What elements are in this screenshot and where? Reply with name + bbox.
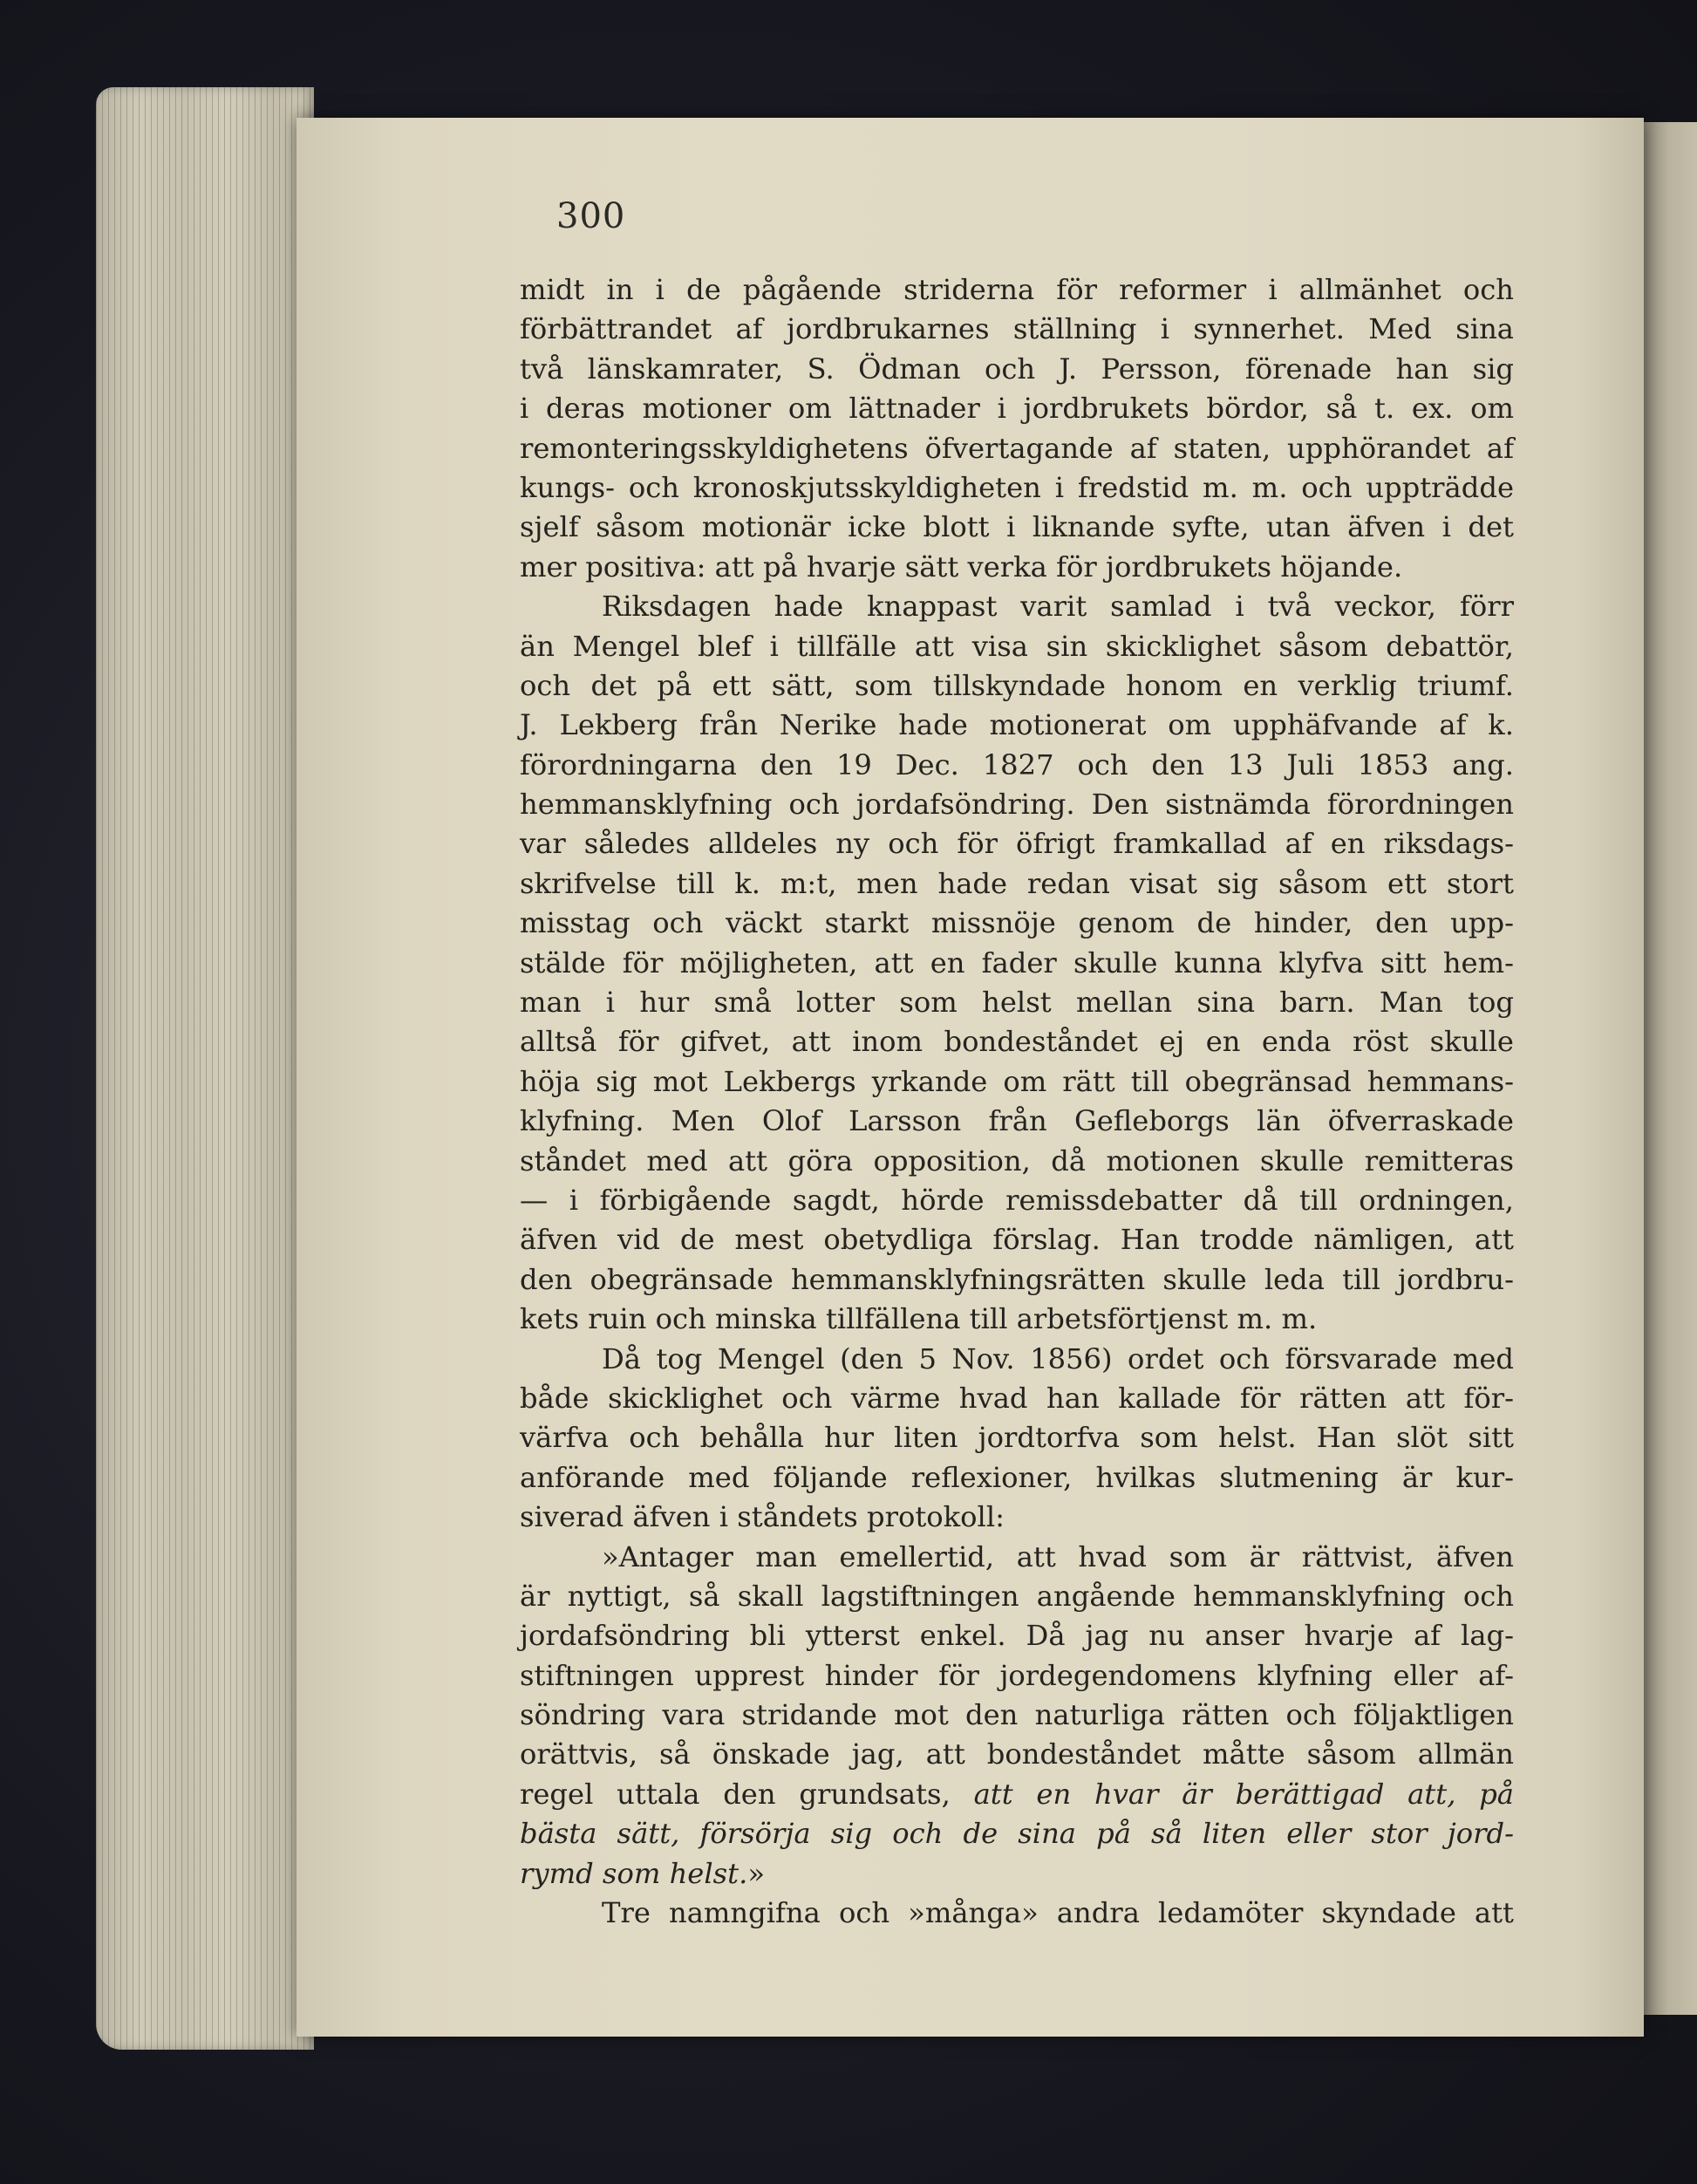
line-text: Riksdagen hade knappast varit samlad i två veckor, förr: [602, 590, 1514, 624]
line-text: förbättrandet af jordbrukarnes ställning i synnerhet. Med sina: [520, 312, 1514, 346]
text-line: [520, 1220, 1514, 1259]
line-text: remonteringsskyldighetens öfvertagande af staten, upphörandet af: [520, 431, 1514, 465]
line-text: och det på ett sätt, som tillskyndade honom en verklig triumf.: [520, 668, 1514, 702]
text-line: [520, 1340, 1514, 1379]
line-text: den obegränsade hemmansklyfningsrätten skulle leda till jordbru-: [520, 1262, 1514, 1296]
text-line: [520, 270, 1514, 310]
line-text: mer positiva: att på hvarje sätt verka för jordbrukets höjande.: [520, 549, 1403, 584]
line-text: man i hur små lotter som helst mellan sina barn. Man tog: [520, 986, 1514, 1020]
line-text: Tre namngifna och »många» andra ledamöter skyndade att: [602, 1896, 1514, 1930]
text-line: [520, 1022, 1514, 1061]
italic-text: att en hvar är berättigad att, på: [973, 1777, 1514, 1811]
text-line: [520, 944, 1514, 983]
page-number: 300: [556, 196, 626, 236]
text-line: [520, 746, 1514, 785]
text-line: [520, 706, 1514, 745]
body-text: [520, 270, 1514, 1933]
page-edges: [96, 87, 314, 2050]
line-text: hemmansklyfning och jordafsöndring. Den sistnämda förordningen: [520, 788, 1514, 822]
text-line: [520, 468, 1514, 508]
text-line: [520, 627, 1514, 666]
text-line: [520, 1181, 1514, 1220]
line-text: — i förbigående sagdt, hörde remissdebatter då till ordningen,: [520, 1183, 1514, 1217]
text-line: [520, 1894, 1514, 1933]
line-text: i deras motioner om lättnader i jordbrukets bördor, så t. ex. om: [520, 392, 1514, 426]
text-line: [520, 904, 1514, 943]
text-line: [520, 1854, 1514, 1894]
text-line: [520, 1577, 1514, 1616]
text-line: [520, 1300, 1514, 1339]
text-line: [520, 1379, 1514, 1418]
text-line: [520, 1062, 1514, 1102]
line-text: ståndet med att göra opposition, då motionen skulle remitteras: [520, 1143, 1514, 1177]
text-line: [520, 1102, 1514, 1141]
line-text: höja sig mot Lekbergs yrkande om rätt till obegränsad hemmans-: [520, 1064, 1514, 1098]
text-line: [520, 1260, 1514, 1300]
line-text: både skicklighet och värme hvad han kallade för rätten att för-: [520, 1381, 1514, 1415]
line-text: midt in i de pågående striderna för reformer i allmänhet och: [520, 273, 1514, 306]
text-line: [520, 1142, 1514, 1181]
text-line: [520, 1735, 1514, 1774]
text-line: [520, 548, 1514, 587]
line-text: kets ruin och minska tillfällena till arbetsförtjenst m. m.: [520, 1302, 1318, 1336]
text-line: [520, 389, 1514, 428]
line-text: »: [747, 1856, 766, 1890]
line-text: sjelf såsom motionär icke blott i liknande syfte, utan äfven i det: [520, 510, 1514, 544]
text-line: [520, 983, 1514, 1022]
text-line: [520, 1538, 1514, 1577]
text-line: [520, 1498, 1514, 1537]
line-text: var således alldeles ny och för öfrigt framkallad af en riksdags-: [520, 827, 1514, 861]
line-text: regel uttala den grundsats,: [520, 1777, 974, 1811]
italic-text: bästa sätt, försörja sig och de sina på så liten eller stor jord-: [520, 1817, 1514, 1851]
line-text: än Mengel blef i tillfälle att visa sin skicklighet såsom debattör,: [520, 629, 1514, 663]
text-line: [520, 310, 1514, 349]
line-text: två länskamrater, S. Ödman och J. Persson, förenade han sig: [520, 351, 1514, 386]
line-text: anförande med följande reflexioner, hvilkas slutmening är kur-: [520, 1460, 1514, 1494]
line-text: misstag och väckt starkt missnöje genom de hinder, den upp-: [520, 906, 1514, 940]
line-text: »Antager man emellertid, att hvad som är rättvist, äfven: [602, 1539, 1514, 1573]
line-text: alltså för gifvet, att inom bondeståndet ej en enda röst skulle: [520, 1025, 1514, 1059]
text-line: [520, 824, 1514, 863]
text-line: [520, 1656, 1514, 1696]
text-line: [520, 429, 1514, 468]
line-text: kungs- och kronoskjutsskyldigheten i fredstid m. m. och uppträdde: [520, 470, 1514, 504]
text-line: [520, 864, 1514, 904]
facing-page-edge: [1644, 122, 1697, 2015]
text-line: [520, 1616, 1514, 1655]
line-text: äfven vid de mest obetydliga förslag. Han trodde nämligen, att: [520, 1223, 1514, 1257]
text-line: [520, 1814, 1514, 1853]
line-text: stiftningen upprest hinder för jordegendomens klyfning eller af-: [520, 1658, 1514, 1692]
line-text: värfva och behålla hur liten jordtorfva som helst. Han slöt sitt: [520, 1421, 1514, 1455]
line-text: siverad äfven i ståndets protokoll:: [520, 1500, 1005, 1534]
text-line: [520, 1696, 1514, 1735]
line-text: klyfning. Men Olof Larsson från Gefleborgs län öfverraskade: [520, 1104, 1514, 1138]
line-text: J. Lekberg från Nerike hade motionerat om upphäfvande af k.: [520, 708, 1514, 742]
line-text: förordningarna den 19 Dec. 1827 och den 13 Juli 1853 ang.: [520, 747, 1514, 781]
text-line: [520, 350, 1514, 389]
text-line: [520, 785, 1514, 824]
line-text: söndring vara stridande mot den naturliga rätten och följaktligen: [520, 1698, 1514, 1732]
text-line: [520, 666, 1514, 706]
line-text: jordafsöndring bli ytterst enkel. Då jag nu anser hvarje af lag-: [520, 1619, 1514, 1653]
line-text: skrifvelse till k. m:t, men hade redan visat sig såsom ett stort: [520, 866, 1514, 900]
line-text: orättvis, så önskade jag, att bondeståndet måtte såsom allmän: [520, 1737, 1514, 1771]
line-text: är nyttigt, så skall lagstiftningen angående hemmansklyfning och: [520, 1579, 1514, 1613]
line-text: stälde för möjligheten, att en fader skulle kunna klyfva sitt hem-: [520, 945, 1514, 979]
italic-text: rymd som helst.: [520, 1856, 748, 1890]
text-line: [520, 1458, 1514, 1498]
text-line: [520, 1775, 1514, 1814]
line-text: Då tog Mengel (den 5 Nov. 1856) ordet och försvarade med: [602, 1341, 1514, 1375]
text-line: [520, 587, 1514, 626]
text-line: [520, 508, 1514, 547]
text-line: [520, 1418, 1514, 1457]
